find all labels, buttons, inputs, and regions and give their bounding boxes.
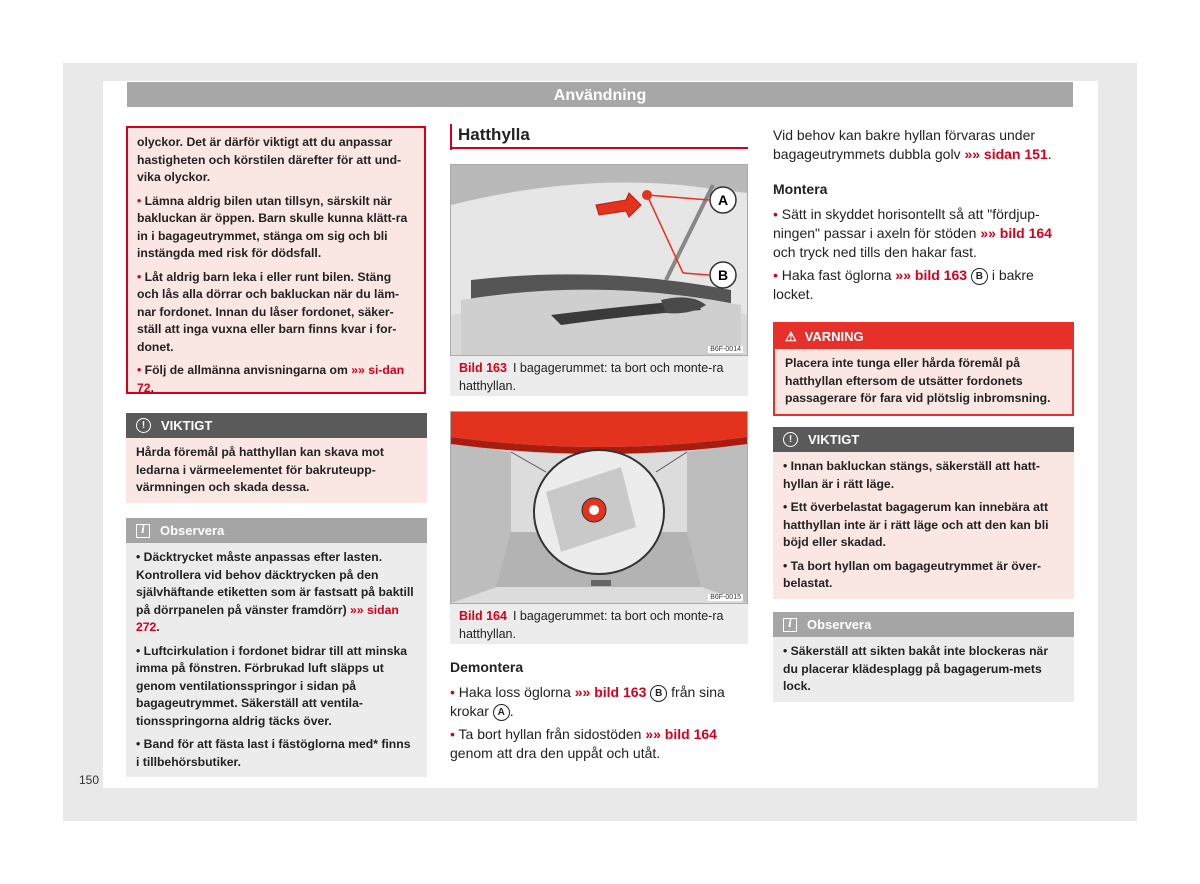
observera-header: i Observera <box>126 518 427 543</box>
viktigt-body: Hårda föremål på hatthyllan kan skava mot ledarna i värmeelementet för bakruteupp-värmningen och skada dessa. <box>126 438 427 503</box>
info-icon: i <box>136 524 150 538</box>
observera-bullet-3: • Band för att fästa last i fästöglorna med* finns i tillbehörsbutiker. <box>136 737 411 769</box>
observera-bullet-2: • Luftcirkulation i fordonet bidrar till att minska imma på fönstren. Förbrukad luft släpps ut genom ventilationsspringor i sidan på bagageutrymmet. Säkerställ att ventila-tionsspringorna aldrig täcks över. <box>136 643 408 728</box>
page-link[interactable]: »» si-dan 72 <box>137 363 405 395</box>
arrow-icon: »» <box>645 726 661 742</box>
observera-bullet-1: • Däcktrycket måste anpassas efter lasten. Kontrollera vid behov däcktrycken på den självhäftande etiketten som är fastsatt på baktill på dörrpanelen på vänster framdörr) »» sidan 272. <box>136 550 414 634</box>
viktigt-bullet-1: • Innan bakluckan stängs, säkerställ att hatt-hyllan är i rätt läge. <box>783 459 1040 491</box>
figure-link[interactable]: »» bild 163 <box>574 684 647 700</box>
observera-bullet-1: • Säkerställ att sikten bakåt inte blockeras när du placerar klädesplagg på bagagerum-mets lock. <box>783 644 1049 693</box>
trunk-lid-illustration <box>451 165 747 355</box>
figure-163-caption: Bild 163 I bagagerummet: ta bort och monte-ra hatthyllan. <box>450 356 748 396</box>
arrow-icon: »» <box>964 146 981 162</box>
viktigt-body <box>773 452 1074 599</box>
warning-bullet-1: • Lämna aldrig bilen utan tillsyn, särskilt när bakluckan är öppen. Barn skulle kunna klätt-ra in i bagageutrymmet, stänga om sig och bli instängda med risk för dödsfall. <box>137 193 408 260</box>
bullet-icon: • <box>137 193 142 208</box>
arrow-icon: »» <box>895 267 911 283</box>
arrow-icon: »» <box>574 684 591 700</box>
demontera-title: Demontera <box>450 659 524 675</box>
exclamation-icon: ! <box>783 432 798 447</box>
figure-link[interactable]: »» bild 164 <box>645 726 717 742</box>
montera-title: Montera <box>773 181 828 197</box>
observera-header: i Observera <box>773 612 1074 637</box>
varning-box <box>773 322 1074 416</box>
demontera-section <box>450 658 750 767</box>
varning-body: Placera inte tunga eller hårda föremål på hatthyllan eftersom de utsätter fordonets passagerare för fara vid plötslig inbromsning. <box>775 349 1072 414</box>
arrow-icon: »» <box>350 602 364 617</box>
page-number: 150 <box>79 773 100 787</box>
warning-bullet-3: • Följ de allmänna anvisningarna om »» si-dan 72. <box>137 363 405 395</box>
observera-box-left <box>126 518 427 777</box>
figure-163 <box>450 164 748 356</box>
page-link[interactable]: »» sidan 272 <box>136 602 399 634</box>
figure-164 <box>450 411 748 604</box>
figure-link[interactable]: »» bild 164 <box>980 225 1052 241</box>
figure-link[interactable]: »» bild 163 <box>895 267 968 283</box>
viktigt-bullet-2: • Ett överbelastat bagagerum kan innebära att hatthyllan inte är i rätt läge och att den kan bli böjd eller skadad. <box>783 500 1049 549</box>
callout-a-circle: A <box>493 704 510 721</box>
varning-header: ⚠ VARNING <box>775 324 1072 349</box>
figure-code: B6F-0015 <box>710 594 741 601</box>
section-title: Hatthylla <box>450 124 748 149</box>
viktigt-box-left <box>126 413 427 503</box>
figure-164-caption: Bild 164 I bagagerummet: ta bort och monte-ra hatthyllan. <box>450 604 748 644</box>
page-link[interactable]: »» sidan 151 <box>964 146 1048 162</box>
intro-text: Vid behov kan bakre hyllan förvaras under bagageutrymmets dubbla golv »» sidan 151. <box>773 127 1052 162</box>
callout-b-circle: B <box>650 685 667 702</box>
montera-step-1: • Sätt in skyddet horisontellt så att "fördjup-ningen" passar i axeln för stöden »» bild 164 och tryck ned tills den hakar fast. <box>773 206 1052 260</box>
figure-code: B6F-0014 <box>710 346 741 353</box>
warning-intro: olyckor. Det är därför viktigt att du anpassar hastigheten och körstilen därefter för att und-vika olyckor. <box>137 135 402 184</box>
demontera-step-2: • Ta bort hyllan från sidostöden »» bild 164 genom att dra den uppåt och utåt. <box>450 726 717 761</box>
arrow-icon: »» <box>980 225 996 241</box>
trunk-shelf-illustration <box>451 412 747 603</box>
arrow-icon: »» <box>351 363 365 377</box>
observera-box-right <box>773 612 1074 702</box>
viktigt-bullet-3: • Ta bort hyllan om bagageutrymmet är över-belastat. <box>783 558 1042 590</box>
bullet-icon: • <box>137 363 142 377</box>
callout-b: B <box>717 267 729 283</box>
callout-a: A <box>717 192 729 208</box>
exclamation-icon: ! <box>136 418 151 433</box>
demontera-step-1: • Haka loss öglorna »» bild 163 B från sina krokar A . <box>450 684 725 719</box>
warning-bullet-2: • Låt aldrig barn leka i eller runt bilen. Stäng och lås alla dörrar och bakluckan när du läm-nar fordonet. Innan du låser fordonet, säker-ställ att inga vuxna eller barn finns kvar i for-donet. <box>137 269 400 354</box>
montera-step-2: • Haka fast öglorna »» bild 163 B i bakre locket. <box>773 267 1034 302</box>
viktigt-header: ! VIKTIGT <box>773 427 1074 452</box>
bullet-icon: • <box>137 269 142 284</box>
viktigt-box-right <box>773 427 1074 599</box>
info-icon: i <box>783 618 797 632</box>
warning-triangle-icon: ⚠ <box>785 328 797 344</box>
viktigt-header: ! VIKTIGT <box>126 413 427 438</box>
callout-b-circle: B <box>971 268 988 285</box>
right-text <box>773 126 1073 308</box>
warning-continuation-box <box>126 126 426 394</box>
page-header: Användning <box>127 82 1073 107</box>
observera-body <box>773 637 1074 702</box>
observera-body <box>126 543 427 777</box>
